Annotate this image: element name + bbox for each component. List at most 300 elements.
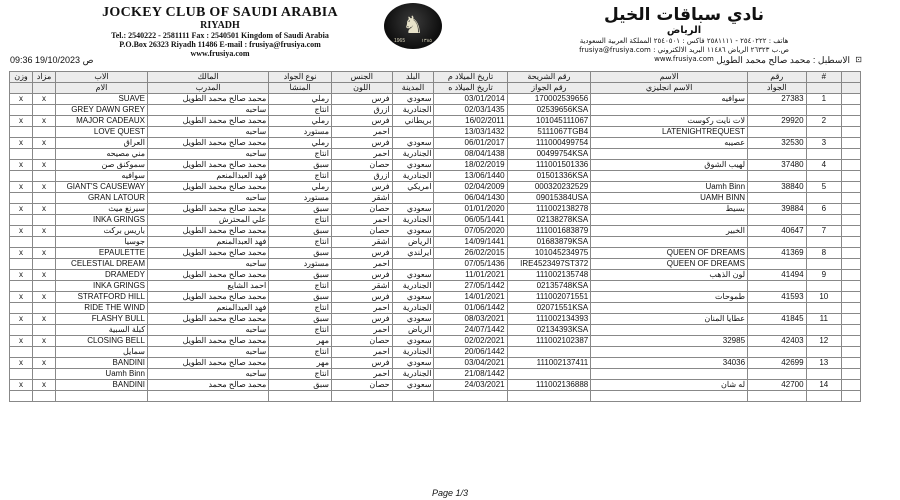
name-en-cell [591, 325, 748, 336]
spacer-cell [842, 94, 861, 105]
passport-cell: 02071551KSA [507, 303, 591, 314]
city-cell: الجنادرية [392, 281, 434, 292]
col-name: الاسم [591, 72, 748, 83]
name-en-cell [591, 171, 748, 182]
dam-cell: CELESTIAL DREAM [56, 259, 148, 270]
row-number-cell: 7 [806, 226, 842, 237]
header-en-website: www.frusiya.com [190, 49, 250, 58]
spacer-cell [842, 149, 861, 160]
name-en-cell: UAMH BINN [591, 193, 748, 204]
passport-cell [507, 391, 591, 402]
spacer-cell [842, 226, 861, 237]
auction-cell: x [33, 116, 56, 127]
city-cell [392, 391, 434, 402]
spacer-cell [842, 116, 861, 127]
col-type: نوع الجواد [269, 72, 332, 83]
dob-hijri-cell [434, 391, 507, 402]
dob-hijri-cell: 06/05/1441 [434, 215, 507, 226]
trainer-cell: ساحبه [148, 347, 269, 358]
trainer-cell: ساحبه [148, 259, 269, 270]
empty-cell [33, 127, 56, 138]
header-en-subtitle: RIYADH [200, 20, 240, 31]
color-cell: ازرق [331, 171, 392, 182]
auction-cell: x [33, 314, 56, 325]
horse-id-cell: 41845 [748, 314, 807, 325]
color-cell: احمر [331, 347, 392, 358]
dam-cell: سمايل [56, 347, 148, 358]
sex-cell: فرس [331, 314, 392, 325]
owner-cell: محمد صالح محمد الطويل [148, 204, 269, 215]
stable-icon: ⊡ [855, 55, 862, 64]
empty-cell [748, 281, 807, 292]
chip-cell: 111002071551 [507, 292, 591, 303]
horse-id-cell: 29920 [748, 116, 807, 127]
name-en-cell [591, 347, 748, 358]
empty-cell [10, 127, 33, 138]
col-horse-no: رقم [748, 72, 807, 83]
dam-cell: LOVE QUEST [56, 127, 148, 138]
dob-hijri-cell: 14/09/1441 [434, 237, 507, 248]
passport-cell: 01501336KSA [507, 171, 591, 182]
color-cell: احمر [331, 127, 392, 138]
dob-cell: 16/02/2011 [434, 116, 507, 127]
horse-id-cell: 38840 [748, 182, 807, 193]
weight-cell: x [10, 94, 33, 105]
trainer-cell [148, 391, 269, 402]
col-country: البلد [392, 72, 434, 83]
name-en-cell [591, 215, 748, 226]
color-cell: ازرق [331, 105, 392, 116]
chip-cell: 111001501336 [507, 160, 591, 171]
city-cell: الرياض [392, 237, 434, 248]
empty-cell [33, 391, 56, 402]
name-cell: لات نايت ركوست [591, 116, 748, 127]
dam-cell: Uamh Binn [56, 369, 148, 380]
empty-cell [806, 369, 842, 380]
owner-surname: الطويل [182, 94, 209, 103]
dam-cell: INKA GRINGS [56, 215, 148, 226]
empty-cell [33, 193, 56, 204]
horse-id-cell: 41369 [748, 248, 807, 259]
sex-cell: فرس [331, 94, 392, 105]
passport-cell: 02135748KSA [507, 281, 591, 292]
type-cell: سبق [269, 248, 332, 259]
spacer-cell [842, 215, 861, 226]
dam-cell: جوسيا [56, 237, 148, 248]
dob-cell: 07/05/2020 [434, 226, 507, 237]
empty-cell [33, 281, 56, 292]
trainer-cell: فهد العبدالمنعم [148, 237, 269, 248]
row-number-cell: 11 [806, 314, 842, 325]
name-cell: له شان [591, 380, 748, 391]
empty-cell [806, 215, 842, 226]
name-en-cell [591, 391, 748, 402]
color-cell: احمر [331, 325, 392, 336]
weight-cell: x [10, 226, 33, 237]
empty-cell [748, 171, 807, 182]
owner-surname: الطويل [182, 270, 209, 279]
trainer-cell: فهد العبدالمنعم [148, 171, 269, 182]
print-datetime: 09:36 19/10/2023 ص [10, 55, 94, 65]
report-subheader [0, 55, 900, 67]
sire-cell: EPAULETTE [56, 248, 148, 259]
weight-cell: x [10, 160, 33, 171]
horse-id-cell: 37480 [748, 160, 807, 171]
horse-id-cell: 42403 [748, 336, 807, 347]
name-cell: بسيط [591, 204, 748, 215]
country-cell: امريكي [392, 182, 434, 193]
col-dam: الام [56, 83, 148, 94]
dob-hijri-cell: 13/06/1440 [434, 171, 507, 182]
dob-cell: 08/03/2021 [434, 314, 507, 325]
empty-cell [806, 149, 842, 160]
name-cell: QUEEN OF DREAMS [591, 248, 748, 259]
sire-cell: سيرنغ ميث [56, 204, 148, 215]
weight-cell: x [10, 336, 33, 347]
row-number-cell: 14 [806, 380, 842, 391]
table-body [10, 94, 861, 402]
dob-cell: 11/01/2021 [434, 270, 507, 281]
owner-surname: الطويل [182, 160, 209, 169]
auction-cell: x [33, 182, 56, 193]
name-cell: سوافيه [591, 94, 748, 105]
col-origin: المنشأ [269, 83, 332, 94]
name-en-cell: LATENIGHTREQUEST [591, 127, 748, 138]
chip-cell: 101045111067 [507, 116, 591, 127]
weight-cell: x [10, 248, 33, 259]
sex-cell: حصان [331, 336, 392, 347]
empty-cell [10, 303, 33, 314]
city-cell: الرياض [392, 325, 434, 336]
row-number-cell: 4 [806, 160, 842, 171]
empty-cell [10, 237, 33, 248]
empty-cell [10, 149, 33, 160]
dob-hijri-cell: 24/07/1442 [434, 325, 507, 336]
country-cell: ايرلندي [392, 248, 434, 259]
sire-cell: BANDINI [56, 380, 148, 391]
dob-hijri-cell: 20/06/1442 [434, 347, 507, 358]
owner-cell: محمد صالح محمد الطويل [148, 248, 269, 259]
trainer-cell: ساحبه [148, 325, 269, 336]
weight-cell: x [10, 182, 33, 193]
header-en-contact: Tel.: 2540222 - 2581111 Fax : 2540501 Kingdom of Saudi Arabia [111, 31, 329, 40]
city-cell: الجنادرية [392, 171, 434, 182]
header-ar-title: نادي سباقات الخيل [603, 5, 765, 25]
origin-cell: انتاج [269, 171, 332, 182]
dob-hijri-cell: 08/04/1438 [434, 149, 507, 160]
dam-cell: INKA GRINGS [56, 281, 148, 292]
empty-cell [10, 281, 33, 292]
empty-cell [10, 347, 33, 358]
header-ar-website: www.frusiya.com [654, 55, 714, 63]
owner-surname: الطويل [182, 358, 209, 367]
col-auction: مزاد [33, 72, 56, 83]
empty-cell [33, 303, 56, 314]
color-cell: اشقر [331, 193, 392, 204]
owner-surname: الطويل [182, 292, 209, 301]
col-dob-hijri: تاريخ الميلاد ه [434, 83, 507, 94]
dob-cell: 03/01/2014 [434, 94, 507, 105]
empty-cell [748, 369, 807, 380]
trainer-cell: احمد الشايع [148, 281, 269, 292]
dob-hijri-cell: 21/08/1442 [434, 369, 507, 380]
spacer-cell [842, 127, 861, 138]
dam-cell [56, 391, 148, 402]
chip-cell: 111000499754 [507, 138, 591, 149]
table-row-detail [10, 303, 861, 314]
city-cell [392, 259, 434, 270]
table-header-row-1 [10, 72, 861, 83]
table-row [10, 94, 861, 105]
trainer-cell: ساحبه [148, 149, 269, 160]
sex-cell: فرس [331, 138, 392, 149]
empty-cell [748, 149, 807, 160]
name-cell: 32985 [591, 336, 748, 347]
col-city: المدينة [392, 83, 434, 94]
owner-surname: الطويل [182, 204, 209, 213]
horse-id-cell: 32530 [748, 138, 807, 149]
owner-surname: الطويل [182, 336, 209, 345]
spacer-cell [842, 391, 861, 402]
spacer-cell [842, 259, 861, 270]
spacer-cell [842, 138, 861, 149]
sire-cell: SUAVE [56, 94, 148, 105]
dob-hijri-cell: 02/03/1435 [434, 105, 507, 116]
owner-surname: الطويل [182, 226, 209, 235]
dob-hijri-cell: 27/05/1442 [434, 281, 507, 292]
origin-cell: انتاج [269, 215, 332, 226]
color-cell: احمر [331, 303, 392, 314]
table-row [10, 336, 861, 347]
horse-id-cell: 39884 [748, 204, 807, 215]
chip-cell: 111002136888 [507, 380, 591, 391]
table-row [10, 380, 861, 391]
name-cell: لهيب الشوق [591, 160, 748, 171]
name-en-cell [591, 237, 748, 248]
origin-cell: انتاج [269, 281, 332, 292]
table-row-detail [10, 105, 861, 116]
table-row-detail [10, 193, 861, 204]
empty-cell [33, 347, 56, 358]
type-cell: سبق [269, 314, 332, 325]
sex-cell: فرس [331, 182, 392, 193]
origin-cell: مستورد [269, 259, 332, 270]
col-name-en: الاسم انجليزي [591, 83, 748, 94]
sex-cell: فرس [331, 292, 392, 303]
spacer-cell [842, 160, 861, 171]
table-row-detail [10, 215, 861, 226]
origin-cell: انتاج [269, 237, 332, 248]
sire-cell: باريس بركت [56, 226, 148, 237]
trainer-cell: ساحبه [148, 127, 269, 138]
horse-head-icon: ♞ [402, 12, 424, 39]
weight-cell: x [10, 380, 33, 391]
city-cell: الجنادرية [392, 303, 434, 314]
empty-cell [10, 259, 33, 270]
origin-cell: انتاج [269, 303, 332, 314]
sex-cell: حصان [331, 160, 392, 171]
col-passport: رقم الجواز [507, 83, 591, 94]
empty-cell [10, 171, 33, 182]
color-cell: احمر [331, 259, 392, 270]
auction-cell: x [33, 138, 56, 149]
club-logo [384, 3, 442, 49]
empty-cell [33, 171, 56, 182]
row-number-cell: 3 [806, 138, 842, 149]
col-sex: الجنس [331, 72, 392, 83]
row-number-cell: 9 [806, 270, 842, 281]
weight-cell: x [10, 116, 33, 127]
name-cell: لون الذهب [591, 270, 748, 281]
header-en-address: P.O.Box 26323 Riyadh 11486 E-mail : frusiya@frusiya.com [119, 40, 321, 49]
trainer-cell: علي المحترش [148, 215, 269, 226]
country-cell: سعودي [392, 380, 434, 391]
passport-cell: 02138278KSA [507, 215, 591, 226]
col-sire: الاب [56, 72, 148, 83]
row-number-cell: 6 [806, 204, 842, 215]
chip-cell: 111001683879 [507, 226, 591, 237]
name-en-cell: QUEEN OF DREAMS [591, 259, 748, 270]
table-row-detail [10, 171, 861, 182]
empty-cell [748, 193, 807, 204]
weight-cell: x [10, 292, 33, 303]
empty-cell [806, 237, 842, 248]
city-cell: الجنادرية [392, 215, 434, 226]
empty-cell [748, 391, 807, 402]
empty-cell [33, 105, 56, 116]
sire-cell: MAJOR CADEAUX [56, 116, 148, 127]
dob-hijri-cell: 07/05/1436 [434, 259, 507, 270]
row-number-cell: 13 [806, 358, 842, 369]
weight-cell: x [10, 138, 33, 149]
spacer-cell [842, 193, 861, 204]
chip-cell: 101045234975 [507, 248, 591, 259]
country-cell: سعودي [392, 138, 434, 149]
chip-cell: 111002137411 [507, 358, 591, 369]
origin-cell: مستورد [269, 127, 332, 138]
chip-cell: 111002102387 [507, 336, 591, 347]
col-number: # [806, 72, 842, 83]
stable-owner: الاسطبل : محمد صالح محمد الطويل [716, 55, 850, 65]
sire-cell: العراق [56, 138, 148, 149]
weight-cell: x [10, 314, 33, 325]
table-row [10, 292, 861, 303]
sex-cell: فرس [331, 358, 392, 369]
empty-cell [33, 325, 56, 336]
spacer-cell [842, 336, 861, 347]
owner-cell: محمد صالح محمد الطويل [148, 314, 269, 325]
col-color: اللون [331, 83, 392, 94]
dob-cell: 24/03/2021 [434, 380, 507, 391]
auction-cell: x [33, 292, 56, 303]
passport-cell: IRE4523497ST372 [507, 259, 591, 270]
name-en-cell [591, 149, 748, 160]
table-row [10, 358, 861, 369]
horses-table [9, 71, 861, 402]
sex-cell: حصان [331, 380, 392, 391]
city-cell: الجنادرية [392, 105, 434, 116]
city-cell [392, 127, 434, 138]
sire-cell: CLOSING BELL [56, 336, 148, 347]
horse-id-cell: 42699 [748, 358, 807, 369]
country-cell: بريطاني [392, 116, 434, 127]
country-cell: سعودي [392, 292, 434, 303]
origin-cell: انتاج [269, 369, 332, 380]
empty-cell [10, 105, 33, 116]
owner-cell: محمد صالح محمد الطويل [148, 182, 269, 193]
type-cell: سبق [269, 380, 332, 391]
empty-cell [806, 391, 842, 402]
owner-cell: محمد صالح محمد الطويل [148, 358, 269, 369]
table-row [10, 204, 861, 215]
spacer-cell [842, 380, 861, 391]
chip-cell: 111002135748 [507, 270, 591, 281]
logo-years: 1965 ١٣٨٥ [394, 38, 432, 44]
empty-cell [33, 369, 56, 380]
header-ar-subtitle: الرياض [666, 25, 702, 36]
col-trainer: المدرب [148, 83, 269, 94]
passport-cell: 09015384USA [507, 193, 591, 204]
table-row [10, 270, 861, 281]
type-cell: سبق [269, 226, 332, 237]
col-owner: المالك [148, 72, 269, 83]
weight-cell: x [10, 204, 33, 215]
dob-cell: 02/04/2009 [434, 182, 507, 193]
city-cell: الجنادرية [392, 369, 434, 380]
type-cell: سبق [269, 270, 332, 281]
name-cell: 34036 [591, 358, 748, 369]
empty-cell [10, 193, 33, 204]
dob-cell: 01/01/2020 [434, 204, 507, 215]
auction-cell: x [33, 160, 56, 171]
empty-cell [806, 127, 842, 138]
row-number-cell: 12 [806, 336, 842, 347]
origin-cell: انتاج [269, 149, 332, 160]
country-cell: سعودي [392, 314, 434, 325]
empty-cell [748, 259, 807, 270]
spacer-cell [842, 237, 861, 248]
empty-cell [806, 347, 842, 358]
spacer-cell [842, 171, 861, 182]
dam-cell: GRAN LATOUR [56, 193, 148, 204]
empty-cell [748, 325, 807, 336]
empty-cell [748, 127, 807, 138]
trainer-cell: ساحبه [148, 105, 269, 116]
empty-cell [33, 259, 56, 270]
empty-cell [806, 303, 842, 314]
row-number-cell: 10 [806, 292, 842, 303]
passport-cell: 02134393KSA [507, 325, 591, 336]
origin-cell: انتاج [269, 105, 332, 116]
empty-cell [806, 105, 842, 116]
auction-cell: x [33, 270, 56, 281]
city-cell: الجنادرية [392, 149, 434, 160]
horse-id-cell: 42700 [748, 380, 807, 391]
horse-id-cell: 27383 [748, 94, 807, 105]
sex-cell: فرس [331, 248, 392, 259]
auction-cell: x [33, 226, 56, 237]
sire-cell: DRAMEDY [56, 270, 148, 281]
chip-cell: 000320232529 [507, 182, 591, 193]
dam-cell: GREY DAWN GREY [56, 105, 148, 116]
spacer-cell [842, 292, 861, 303]
table-row [10, 248, 861, 259]
col-dob: تاريخ الميلاد م [434, 72, 507, 83]
spacer-cell [842, 314, 861, 325]
table-header-row-2 [10, 83, 861, 94]
row-number-cell: 1 [806, 94, 842, 105]
country-cell: سعودي [392, 270, 434, 281]
